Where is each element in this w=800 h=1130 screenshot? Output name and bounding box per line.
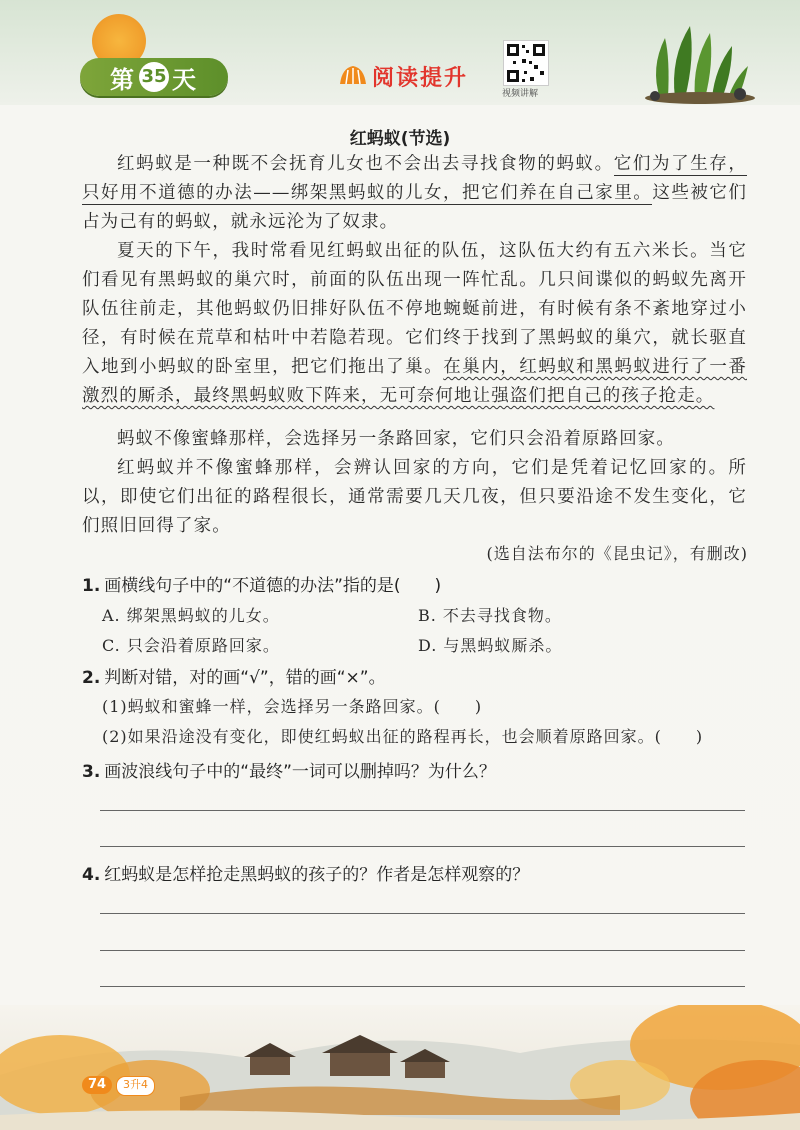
section-title: 阅读提升	[372, 66, 469, 91]
q4-number: 4.	[82, 865, 101, 885]
q3-answer-line[interactable]	[100, 810, 745, 811]
shell-icon	[338, 64, 368, 86]
qr-code-icon[interactable]	[503, 40, 549, 86]
p1-rest: 这些被它们占为己有的蚂蚁，就永远沦为了奴隶。	[82, 183, 748, 232]
q2-statement-2[interactable]: (2)如果沿途没有变化，即使红蚂蚁出征的路程再长，也会顺着原路回家。( )	[102, 727, 704, 746]
p1-plain: 红蚂蚁是一种既不会抚育儿女也不会出去寻找食物的蚂蚁。	[117, 154, 614, 174]
day-prefix: 第	[110, 65, 136, 94]
page-number: 74	[82, 1076, 112, 1094]
q3-answer-line[interactable]	[100, 846, 745, 847]
autumn-village-illustration	[0, 1005, 800, 1130]
q1-text: 画横线句子中的“不道德的办法”指的是( )	[104, 576, 442, 596]
question-4	[82, 860, 529, 885]
p2-plain: 夏天的下午，我时常看见红蚂蚁出征的队伍，这队伍大约有五六米长。当它们看见有黑蚂蚁的巢穴时，前面的队伍出现一阵忙乱。几只间谍似的蚂蚁先离开队伍往前走，其他蚂蚁仍旧排好队伍不停地蜿蜒前进，有时候有条不紊地穿过小径，有时候在荒草和枯叶中若隐若现。它们终于找到了黑蚂蚁的巢穴，就长驱直入地到小蚂蚁的卧室里，把它们拖出了巢。	[82, 241, 747, 377]
q1-option-b[interactable]: B. 不去寻找食物。	[418, 606, 562, 625]
q3-number: 3.	[82, 762, 101, 782]
question-2	[82, 663, 386, 688]
day-badge	[80, 58, 228, 96]
q1-number: 1.	[82, 576, 101, 596]
question-1	[82, 571, 441, 596]
day-number: 35	[139, 62, 169, 92]
paragraph-1	[82, 150, 747, 237]
q2-statement-1[interactable]: (1)蚂蚁和蜜蜂一样，会选择另一条路回家。( )	[102, 697, 483, 716]
question-3	[82, 757, 496, 782]
underlined-sentence: 它们为了生存，只好用不道德的办法——绑架黑蚂蚁的儿女，把它们养在自己家里。	[82, 154, 748, 203]
wavy-sentence: 在巢内，红蚂蚁和黑蚂蚁进行了一番激烈的厮杀，最终黑蚂蚁败下阵来，无可奈何地让强盗们把自己的孩子抢走。	[82, 357, 747, 406]
q1-option-a[interactable]: A. 绑架黑蚂蚁的儿女。	[102, 606, 280, 625]
article-title: 红蚂蚁(节选)	[349, 129, 451, 149]
seaweed-illustration	[640, 18, 760, 104]
q4-answer-line[interactable]	[100, 986, 745, 987]
q3-text: 画波浪线句子中的“最终”一词可以删掉吗？为什么？	[104, 762, 496, 782]
source-citation: (选自法布尔的《昆虫记》，有删改)	[486, 544, 748, 563]
q4-answer-line[interactable]	[100, 950, 745, 951]
paragraph-4: 红蚂蚁并不像蜜蜂那样，会辨认回家的方向，它们是凭着记忆回家的。所以，即使它们出征的路程很长，通常需要几天几夜，但只要沿途不发生变化，它们照旧回得了家。	[82, 458, 747, 536]
q4-answer-line[interactable]	[100, 913, 745, 914]
day-suffix: 天	[172, 65, 198, 94]
q1-option-c[interactable]: C. 只会沿着原路回家。	[102, 636, 280, 655]
grade-label: 3升4	[116, 1076, 155, 1096]
q2-number: 2.	[82, 668, 101, 688]
qr-label: 视频讲解	[502, 89, 539, 99]
paragraph-3: 蚂蚁不像蜜蜂那样，会选择另一条路回家，它们只会沿着原路回家。	[117, 429, 675, 449]
q2-text: 判断对错，对的画“√”，错的画“×”。	[104, 668, 386, 688]
q1-option-d[interactable]: D. 与黑蚂蚁厮杀。	[418, 636, 563, 655]
paragraph-2	[82, 237, 747, 411]
q4-text: 红蚂蚁是怎样抢走黑蚂蚁的孩子的？作者是怎样观察的？	[104, 865, 530, 885]
